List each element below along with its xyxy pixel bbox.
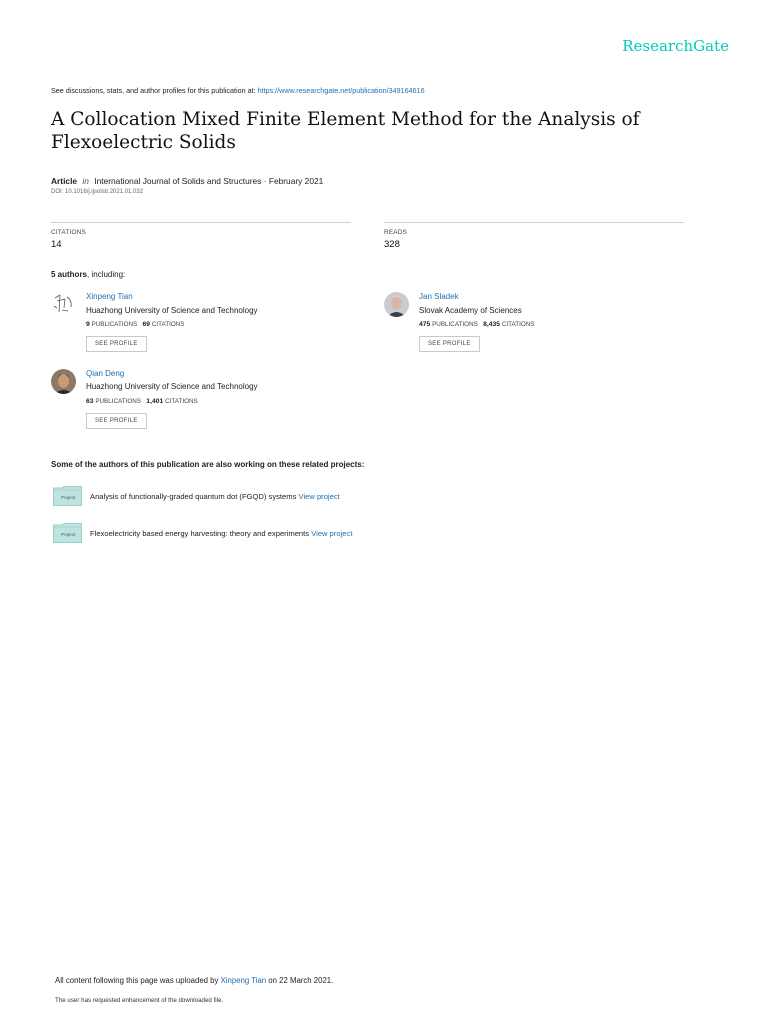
upload-note [55, 976, 333, 985]
project-folder-icon [53, 486, 82, 506]
project-title: Analysis of functionally-graded quantum dot (FGQD) systems [90, 492, 297, 501]
in-word: in [82, 176, 89, 186]
reads-label: READS [384, 229, 408, 236]
article-type: Article [51, 176, 78, 186]
author-name-link[interactable]: Qian Deng [86, 369, 125, 378]
publications-label: PUBLICATIONS [95, 398, 142, 405]
uploader-link[interactable]: Xinpeng Tian [220, 976, 267, 985]
publication-title: A Collocation Mixed Finite Element Method for the Analysis of Flexoelectric Solids [51, 109, 640, 153]
author-stats [86, 398, 198, 405]
citations-divider [51, 222, 351, 223]
author-citations-count: 69 [142, 321, 151, 328]
authors-heading [51, 270, 125, 279]
author-avatar[interactable] [384, 292, 409, 317]
author-citations-count: 1,401 [146, 398, 164, 405]
author-avatar[interactable] [51, 292, 76, 317]
reads-value: 328 [384, 239, 400, 250]
author-institution: Slovak Academy of Sciences [419, 306, 522, 315]
see-profile-button[interactable]: SEE PROFILE [419, 336, 480, 352]
author-avatar[interactable] [51, 369, 76, 394]
enhancement-note: The user has requested enhancement of the downloaded file. [55, 997, 224, 1004]
author-citations-label: CITATIONS [165, 398, 198, 405]
sketch-avatar-icon [51, 292, 76, 317]
citations-label: CITATIONS [51, 229, 86, 236]
discussion-note-text: See discussions, stats, and author profiles for this publication at: [51, 86, 256, 95]
publications-count: 475 [419, 321, 431, 328]
person-photo-icon [384, 292, 409, 317]
publication-meta [51, 176, 323, 186]
author-institution: Huazhong University of Science and Technology [86, 382, 258, 391]
author-name-link[interactable]: Jan Sladek [419, 292, 459, 301]
project-icon-label: Project [61, 495, 76, 500]
project-icon-label: Project [61, 532, 76, 537]
project-item [90, 529, 352, 538]
authors-suffix: , including: [87, 270, 126, 279]
author-institution: Huazhong University of Science and Technology [86, 306, 258, 315]
authors-count: 5 authors [51, 270, 88, 279]
person-photo-icon [51, 369, 76, 394]
author-citations-label: CITATIONS [151, 321, 185, 328]
doi: DOI: 10.1016/j.ijsolstr.2021.01.032 [51, 189, 144, 195]
journal-date: International Journal of Solids and Structures · February 2021 [94, 176, 324, 186]
publications-label: PUBLICATIONS [91, 321, 138, 328]
author-name-link[interactable]: Xinpeng Tian [86, 292, 133, 301]
publications-label: PUBLICATIONS [432, 321, 478, 328]
upload-prefix: All content following this page was uploaded by [55, 976, 219, 985]
see-profile-button[interactable]: SEE PROFILE [86, 336, 147, 352]
view-project-link[interactable]: View project [298, 492, 340, 501]
related-projects-heading: Some of the authors of this publication are also working on these related projects: [51, 460, 365, 469]
publications-count: 63 [86, 398, 94, 405]
project-folder-icon [53, 523, 82, 543]
upload-suffix: on 22 March 2021. [268, 976, 334, 985]
publications-count: 9 [86, 321, 90, 328]
reads-divider [384, 222, 684, 223]
author-stats [419, 321, 535, 328]
see-profile-button[interactable]: SEE PROFILE [86, 413, 147, 429]
project-item [90, 492, 340, 501]
publication-url-link[interactable]: https://www.researchgate.net/publication/349164616 [257, 86, 425, 95]
researchgate-logo: ResearchGate [622, 37, 729, 55]
author-citations-label: CITATIONS [501, 321, 535, 328]
author-citations-count: 8,435 [483, 321, 501, 328]
discussion-note [51, 86, 425, 95]
author-stats [86, 321, 184, 328]
view-project-link[interactable]: View project [311, 529, 353, 538]
citations-value: 14 [51, 239, 62, 250]
project-title: Flexoelectricity based energy harvesting: theory and experiments [90, 529, 310, 538]
